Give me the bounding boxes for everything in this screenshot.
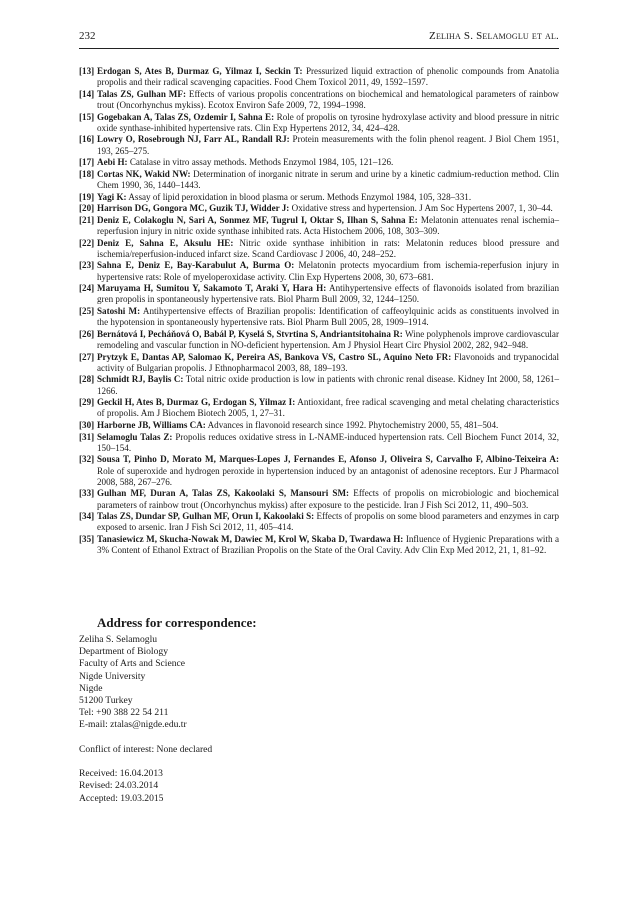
reference-text: Melatonin attenuates renal ischemia–reperfusion injury in nitric oxide synthase inhibited rats. Acta Histochem 2006, 108, 303–309.: [97, 214, 559, 236]
reference-item: [79, 157, 559, 168]
reference-number: [30]: [79, 419, 95, 430]
reference-list: [79, 66, 559, 557]
reference-number: [24]: [79, 283, 95, 294]
reference-number: [26]: [79, 328, 95, 339]
postal-code: 51200 Turkey: [79, 695, 133, 707]
reference-number: [25]: [79, 305, 95, 316]
reference-item: [79, 329, 559, 351]
reference-item: [79, 192, 559, 203]
reference-item: [79, 534, 559, 556]
reference-authors: Geckil H, Ates B, Durmaz G, Erdogan S, Yilmaz I:: [97, 397, 296, 408]
reference-authors: Maruyama H, Sumitou Y, Sakamoto T, Araki Y, Hara H:: [97, 283, 327, 294]
reference-number: [20]: [79, 203, 95, 214]
reference-number: [17]: [79, 157, 95, 168]
reference-item: [79, 432, 559, 454]
reference-authors: Sousa T, Pinho D, Morato M, Marques-Lopes J, Fernandes E, Afonso J, Oliveira S, Carvalho F, Albino-Teixeira A:: [97, 454, 559, 465]
department: Department of Biology: [79, 646, 168, 658]
faculty: Faculty of Arts and Science: [79, 658, 186, 670]
page-header: [79, 30, 559, 46]
reference-text: Pressurized liquid extraction of phenolic compounds from Anatolia propolis and their radical scavenging capacities. Food Chem Toxicol 2011, 49, 1592–1597.: [97, 66, 560, 88]
reference-item: [79, 306, 559, 328]
reference-item: [79, 203, 559, 214]
reference-number: [28]: [79, 374, 95, 385]
reference-item: [79, 420, 559, 431]
reference-number: [32]: [79, 454, 95, 465]
reference-text: Effects of propolis on microbiologic and biochemical parameters of rainbow trout (Oncorhynchus mykiss) after exposure to the pesticide. Iran J Fish Sci 2012, 11, 490–503.: [97, 488, 559, 510]
reference-text: Melatonin protects myocardium from ischemia-reperfusion injury in hypertensive rats: Role of myeloperoxidase activity. Clin Exp Hypertens 2008, 30, 673–681.: [97, 260, 559, 282]
city: Nigde: [79, 682, 103, 694]
reference-number: [22]: [79, 237, 95, 248]
telephone: Tel: +90 388 22 54 211: [79, 707, 169, 719]
reference-authors: Gulhan MF, Duran A, Talas ZS, Kakoolaki S, Mansouri SM:: [97, 488, 350, 499]
reference-number: [33]: [79, 488, 95, 499]
reference-text: Nitric oxide synthase inhibition in rats: Melatonin reduces blood pressure and ischemia/reperfusion-induced infarct size. Scand Cardiovasc J 2006, 40, 248–252.: [97, 237, 559, 259]
reference-number: [18]: [79, 168, 95, 179]
reference-item: [79, 169, 559, 191]
reference-authors: Deniz E, Colakoglu N, Sari A, Sonmez MF, Tugrul I, Oktar S, Ilhan S, Sahna E:: [97, 214, 418, 225]
author-name: Zeliha S. Selamoglu: [79, 634, 158, 645]
reference-number: [31]: [79, 431, 95, 442]
reference-authors: Sahna E, Deniz E, Bay-Karabulut A, Burma O:: [97, 260, 295, 271]
university: Nigde University: [79, 670, 146, 682]
reference-number: [34]: [79, 511, 95, 522]
email: E-mail: ztalas@nigde.edu.tr: [79, 719, 187, 731]
reference-text: Catalase in vitro assay methods. Methods Enzymol 1984, 105, 121–126.: [129, 157, 394, 168]
reference-text: Effects of propolis on some blood parameters and enzymes in carp exposed to arsenic. Iran J Fish Sci 2012, 11, 405–414.: [97, 511, 560, 533]
reference-text: Determination of inorganic nitrate in serum and urine by a kinetic cadmium-reduction method. Clin Chem 1990, 36, 1440–1443.: [97, 168, 559, 190]
reference-text: Advances in flavonoid research since 1992. Phytochemistry 2000, 55, 481–504.: [207, 419, 499, 430]
reference-authors: Harborne JB, Williams CA:: [97, 419, 206, 430]
reference-number: [35]: [79, 533, 95, 544]
reference-item: [79, 352, 559, 374]
running-head: Zeliha S. Selamoglu et al.: [429, 30, 559, 42]
conflict-statement: Conflict of interest: None declared: [79, 743, 213, 755]
reference-item: [79, 454, 559, 488]
reference-number: [15]: [79, 111, 95, 122]
reference-text: Oxidative stress and hypertension. J Am Soc Hypertens 2007, 1, 30–44.: [291, 203, 553, 214]
reference-text: Flavonoids and trypanocidal activity of Bulgarian propolis. J Ethnopharmacol 2003, 88, 189–193.: [97, 351, 559, 373]
reference-number: [21]: [79, 214, 95, 225]
reference-item: [79, 511, 559, 533]
correspondence-block: [79, 634, 212, 805]
reference-authors: Erdogan S, Ates B, Durmaz G, Yilmaz I, Seckin T:: [97, 66, 303, 76]
reference-text: Assay of lipid peroxidation in blood plasma or serum. Methods Enzymol 1984, 105, 328–331.: [128, 191, 472, 202]
reference-text: Effects of various propolis concentrations on biochemical and hematological parameters of rainbow trout (Oncorhynchus mykiss). Ecotox Environ Safe 2009, 72, 1994–1998.: [97, 88, 559, 110]
reference-authors: Selamoglu Talas Z:: [97, 431, 173, 442]
reference-item: [79, 89, 559, 111]
reference-text: Antioxidant, free radical scavenging and metal chelating characteristics of propolis. Am J Biochem Biotech 2005, 1, 27–31.: [97, 397, 559, 419]
reference-authors: Bernátová I, Pecháňová O, Babál P, Kyselá S, Stvrtina S, Andriantsitohaina R:: [97, 328, 403, 339]
reference-item: [79, 488, 559, 510]
correspondence-title: Address for correspondence:: [97, 615, 257, 630]
reference-authors: Lowry O, Rosebrough NJ, Farr AL, Randall RJ:: [97, 134, 290, 145]
accepted-date: Accepted: 19.03.2015: [79, 792, 164, 804]
reference-number: [14]: [79, 88, 95, 99]
reference-authors: Talas ZS, Dundar SP, Gulhan MF, Orun I, Kakoolaki S:: [97, 511, 315, 522]
reference-item: [79, 66, 559, 88]
reference-authors: Tanasiewicz M, Skucha-Nowak M, Dawiec M, Krol W, Skaba D, Twardawa H:: [97, 533, 404, 544]
reference-number: [29]: [79, 397, 95, 408]
reference-authors: Satoshi M:: [97, 305, 141, 316]
reference-text: Antihypertensive effects of flavonoids isolated from brazilian gren propolis in spontaneously hypertensive rats. Biol Pharm Bull 2009, 32, 1244–1250.: [97, 283, 560, 305]
reference-authors: Aebi H:: [97, 157, 128, 168]
reference-text: Propolis reduces oxidative stress in L-NAME-induced hypertension rats. Cell Biochem Funct 2014, 32, 150–154.: [97, 431, 559, 453]
reference-item: [79, 283, 559, 305]
reference-item: [79, 260, 559, 282]
reference-authors: Cortas NK, Wakid NW:: [97, 168, 191, 179]
reference-item: [79, 134, 559, 156]
reference-authors: Harrison DG, Gongora MC, Guzik TJ, Widder J:: [97, 203, 290, 214]
reference-number: [23]: [79, 260, 95, 271]
reference-text: Wine polyphenols improve cardiovascular remodeling and vascular function in NO-deficient hypertension. Am J Physiol Heart Circ Physiol 2002, 282, 942–948.: [97, 328, 559, 350]
reference-item: [79, 112, 559, 134]
reference-text: Antihypertensive effects of Brazilian propolis: Identification of caffeoylquinic acids as constituents involved in the hypotension in spontaneously hypertensive rats. Biol Pharm Bull 2005, 28, 1909–1914.: [97, 305, 560, 328]
reference-authors: Schmidt RJ, Baylis C:: [97, 374, 184, 385]
reference-item: [79, 215, 559, 237]
reference-text: Total nitric oxide production is low in patients with chronic renal disease. Kidney Int 2000, 58, 1261–1266.: [97, 374, 559, 396]
reference-number: [19]: [79, 191, 95, 202]
revised-date: Revised: 24.03.2014: [79, 780, 159, 792]
received-date: Received: 16.04.2013: [79, 768, 163, 780]
reference-text: Role of propolis on tyrosine hydroxylase activity and blood pressure in nitric oxide synthase-inhibited hypertensive rats. Clin Exp Hypertens 2012, 34, 424–428.: [97, 111, 559, 133]
reference-text: Role of superoxide and hydrogen peroxide in hypertension induced by an antagonist of adenosine receptors. Eur J Pharmacol 2008, 588, 267–276.: [97, 465, 559, 487]
reference-number: [27]: [79, 351, 95, 362]
reference-authors: Yagi K:: [97, 191, 127, 202]
reference-authors: Gogebakan A, Talas ZS, Ozdemir I, Sahna E:: [97, 111, 275, 122]
reference-authors: Prytzyk E, Dantas AP, Salomao K, Pereira AS, Bankova VS, Castro SL, Aquino Neto FR:: [97, 351, 452, 362]
page-number: 232: [79, 30, 96, 42]
reference-text: Protein measurements with the folin phenol reagent. J Biol Chem 1951, 193, 265–275.: [97, 134, 559, 156]
reference-item: [79, 374, 559, 396]
reference-item: [79, 397, 559, 419]
reference-text: Influence of Hygienic Preparations with a 3% Content of Ethanol Extract of Brazilian Propolis on the State of the Oral Cavity. Adv Clin Exp Med 2012, 21, 1, 81–92.: [97, 533, 559, 556]
reference-item: [79, 238, 559, 260]
reference-number: [13]: [79, 66, 95, 76]
reference-authors: Talas ZS, Gulhan MF:: [97, 88, 186, 99]
header-rule: [79, 48, 559, 49]
reference-authors: Deniz E, Sahna E, Aksulu HE:: [97, 237, 234, 248]
reference-number: [16]: [79, 134, 95, 145]
